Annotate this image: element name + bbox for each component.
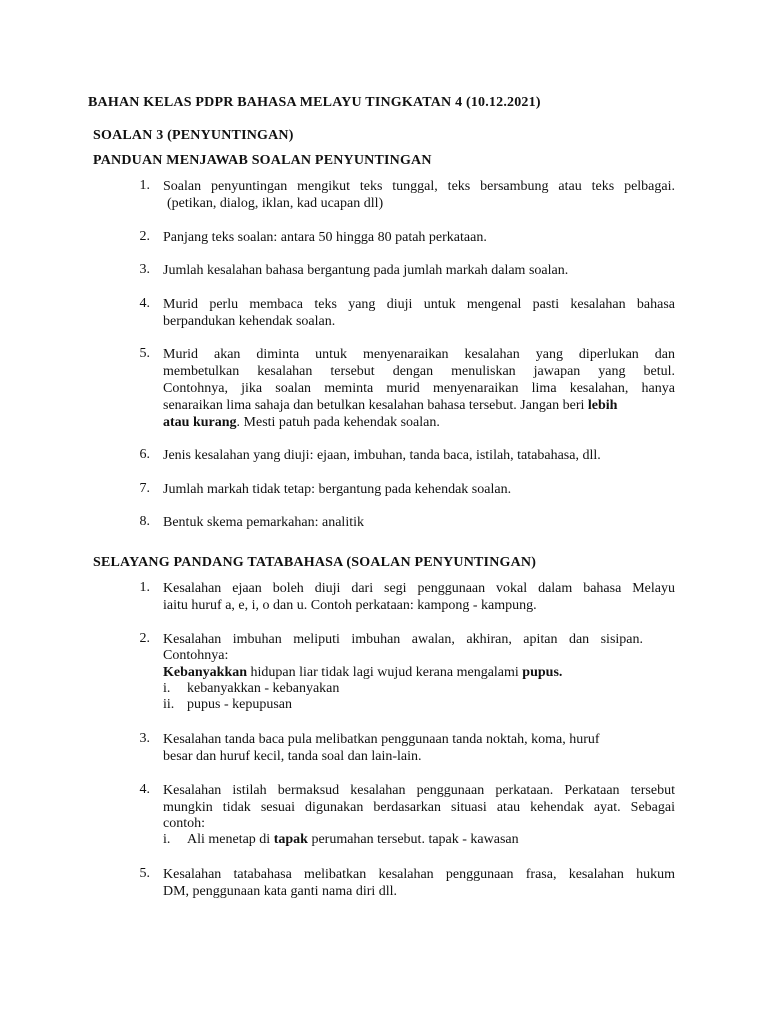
list-item-text: Jenis kesalahan yang diuji: ejaan, imbuhan, tanda baca, istilah, tatabahasa, dll.: [163, 448, 601, 463]
list-number: 8.: [139, 514, 150, 529]
list-item-text: Kesalahan ejaan boleh diuji dari segi penggunaan vokal dalam bahasa Melayu: [163, 581, 675, 596]
list-item-text: contoh:: [163, 816, 205, 831]
list-item-text: Jumlah markah tidak tetap: bergantung pada kehendak soalan.: [163, 482, 512, 497]
list-item-text: Bentuk skema pemarkahan: analitik: [163, 515, 364, 530]
list-item-text: membetulkan kesalahan tersebut dengan menuliskan jawapan yang betul.: [163, 364, 675, 379]
list-item-text: Kesalahan tatabahasa melibatkan kesalahan penggunaan frasa, kesalahan hukum: [163, 867, 675, 882]
bold-text: lebih: [587, 398, 618, 413]
list-number: 3.: [139, 262, 150, 277]
list-item-text: Kesalahan imbuhan meliputi imbuhan awalan, akhiran, apitan dan sisipan.: [163, 632, 643, 647]
list-item-text: Contohnya:: [163, 648, 229, 663]
text-segment: . Mesti patuh pada kehendak soalan.: [236, 415, 440, 430]
sub-item-text: [187, 832, 519, 848]
question-label: SOALAN 3 (PENYUNTINGAN): [93, 128, 294, 143]
list-number: 2.: [139, 229, 150, 244]
list-number: 5.: [139, 346, 150, 361]
bold-text: Kebanyakkan: [163, 665, 248, 680]
list-number: 4.: [139, 782, 150, 797]
section-heading-guide: PANDUAN MENJAWAB SOALAN PENYUNTINGAN: [93, 153, 432, 168]
list-number: 3.: [139, 731, 150, 746]
list-item-text: [163, 414, 440, 431]
text-segment: perumahan tersebut. tapak - kawasan: [307, 832, 519, 847]
sub-number: i.: [163, 832, 171, 847]
list-item-text: iaitu huruf a, e, i, o dan u. Contoh perkataan: kampong - kampung.: [163, 598, 537, 613]
example-sentence: [163, 664, 562, 681]
list-number: 6.: [139, 447, 150, 462]
sub-number: ii.: [163, 697, 175, 712]
list-number: 2.: [139, 631, 150, 646]
list-number: 1.: [139, 178, 150, 193]
list-item-text: Murid perlu membaca teks yang diuji untuk mengenal pasti kesalahan bahasa: [163, 297, 675, 312]
sub-item-text: kebanyakkan - kebanyakan: [187, 681, 340, 696]
list-item-text: Soalan penyuntingan mengikut teks tunggal, teks bersambung atau teks pelbagai.: [163, 179, 675, 194]
list-item-text: Contohnya, jika soalan meminta murid menyenaraikan lima kesalahan, hanya: [163, 381, 675, 396]
sub-number: i.: [163, 681, 171, 696]
list-item-text: berpandukan kehendak soalan.: [163, 314, 336, 329]
list-item-text: besar dan huruf kecil, tanda soal dan lain-lain.: [163, 749, 422, 764]
text-segment: senaraikan lima sahaja dan betulkan kesalahan bahasa tersebut. Jangan beri: [163, 398, 588, 413]
list-item-text: Kesalahan tanda baca pula melibatkan penggunaan tanda noktah, koma, huruf: [163, 732, 600, 747]
text-segment: Ali menetap di: [187, 832, 274, 847]
list-item-text: (petikan, dialog, iklan, kad ucapan dll): [167, 196, 384, 211]
list-item-text: DM, penggunaan kata ganti nama diri dll.: [163, 884, 398, 899]
list-item-text: Murid akan diminta untuk menyenaraikan kesalahan yang diperlukan dan: [163, 347, 675, 362]
list-item-text: Jumlah kesalahan bahasa bergantung pada jumlah markah dalam soalan.: [163, 263, 569, 278]
list-number: 4.: [139, 296, 150, 311]
list-number: 5.: [139, 866, 150, 881]
list-item-text: Panjang teks soalan: antara 50 hingga 80 patah perkataan.: [163, 230, 487, 245]
bold-text: tapak: [273, 832, 308, 847]
document-title: BAHAN KELAS PDPR BAHASA MELAYU TINGKATAN 4 (10.12.2021): [88, 95, 541, 110]
list-number: 7.: [139, 481, 150, 496]
section-heading-grammar: SELAYANG PANDANG TATABAHASA (SOALAN PENYUNTINGAN): [93, 555, 537, 570]
bold-text: atau kurang: [163, 415, 237, 430]
list-item-text: mungkin tidak sesuai digunakan berdasarkan situasi atau kehendak ayat. Sebagai: [163, 800, 675, 815]
list-item-text: Kesalahan istilah bermaksud kesalahan penggunaan perkataan. Perkataan tersebut: [163, 783, 675, 798]
list-item-text: [163, 397, 617, 414]
sub-item-text: pupus - kepupusan: [187, 697, 292, 712]
bold-text: pupus.: [522, 665, 563, 680]
text-segment: hidupan liar tidak lagi wujud kerana mengalami: [247, 665, 523, 680]
list-number: 1.: [139, 580, 150, 595]
